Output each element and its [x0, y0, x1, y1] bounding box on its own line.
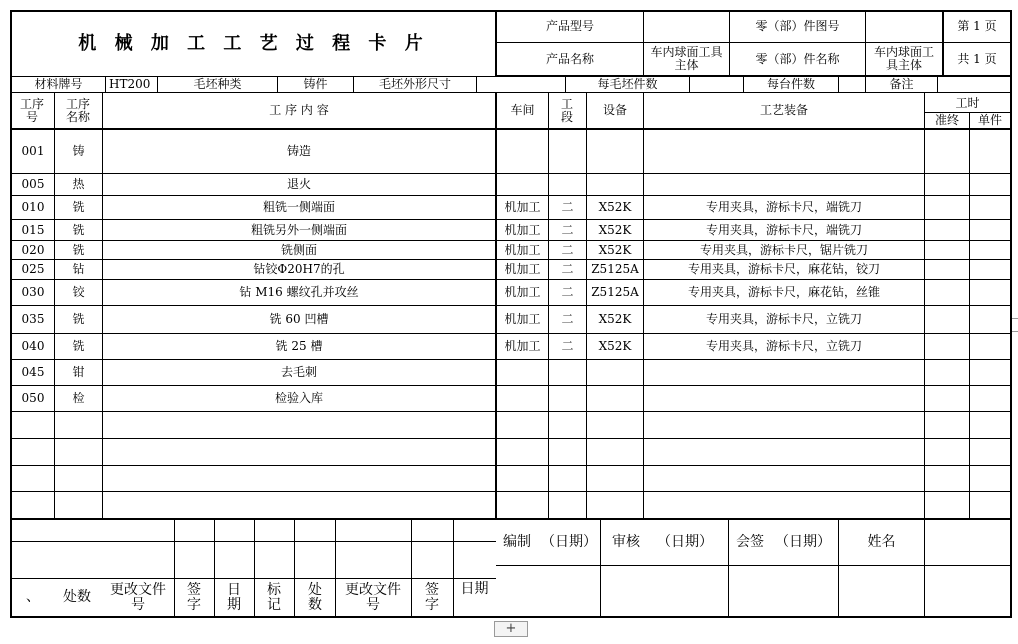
col-unit-time: 单件	[977, 113, 1002, 127]
op-tooling[interactable]	[644, 360, 924, 385]
op-tooling[interactable]: 专用夹具，游标卡尺，立铣刀	[705, 339, 862, 353]
per-unit-label: 每台件数	[766, 77, 815, 91]
op-number[interactable]: 010	[21, 200, 45, 214]
footer-count-2: 处数	[308, 581, 322, 613]
op-workshop[interactable]: 机加工	[504, 200, 541, 214]
page-number: 第 1 页	[957, 19, 997, 33]
op-tooling[interactable]	[644, 129, 924, 173]
part-drawing-no-value[interactable]	[866, 11, 942, 42]
signoff-compile-date: （日期）	[541, 533, 597, 550]
op-workshop[interactable]: 机加工	[504, 339, 541, 353]
op-workshop[interactable]: 机加工	[504, 312, 541, 326]
op-workshop[interactable]: 机加工	[504, 242, 541, 257]
op-section[interactable]: 二	[561, 262, 574, 276]
op-name[interactable]: 铸	[72, 143, 85, 158]
op-content[interactable]: 铣 25 槽	[275, 339, 323, 353]
op-content[interactable]: 铣 60 凹槽	[269, 312, 329, 326]
add-sheet-button[interactable]: +	[494, 621, 528, 637]
op-section[interactable]: 二	[561, 285, 574, 299]
edge-marker	[1012, 318, 1018, 319]
footer-sign: 签字	[187, 581, 201, 613]
op-content[interactable]: 去毛刺	[280, 365, 317, 379]
footer-count: 处数	[63, 589, 91, 605]
op-workshop[interactable]: 机加工	[504, 285, 541, 299]
op-content[interactable]: 钻铰Φ20H7的孔	[253, 262, 345, 276]
col-man-hours: 工时	[955, 96, 980, 110]
op-equipment[interactable]: X52K	[598, 312, 632, 326]
blank-type-value[interactable]: 铸件	[303, 77, 328, 91]
op-number[interactable]: 050	[21, 391, 45, 405]
op-section[interactable]	[549, 386, 586, 411]
signoff-countersign-label: 会签	[736, 533, 764, 550]
op-tooling[interactable]: 专用夹具，游标卡尺，端铣刀	[705, 222, 862, 237]
footer-change-doc-2: 更改文件号	[345, 581, 401, 613]
col-tooling: 工艺装备	[759, 103, 808, 117]
op-equipment[interactable]	[587, 360, 643, 385]
op-number[interactable]: 005	[21, 177, 45, 191]
card-title: 机 械 加 工 工 艺 过 程 卡 片	[78, 33, 429, 54]
part-name-label: 零（部）件名称	[755, 51, 840, 66]
op-section[interactable]: 二	[561, 200, 574, 214]
op-tooling[interactable]: 专用夹具，游标卡尺，端铣刀	[705, 200, 862, 214]
op-section[interactable]: 二	[561, 339, 574, 353]
signoff-review-label: 审核	[612, 533, 640, 550]
footer-mark: 、	[26, 589, 40, 605]
op-workshop[interactable]	[497, 129, 548, 173]
op-workshop[interactable]	[497, 174, 548, 195]
op-equipment[interactable]: X52K	[598, 242, 632, 257]
col-section: 工段	[560, 96, 573, 124]
op-section[interactable]	[549, 174, 586, 195]
op-equipment[interactable]: Z5125A	[591, 285, 639, 299]
op-workshop[interactable]: 机加工	[504, 262, 541, 276]
op-equipment[interactable]	[587, 129, 643, 173]
op-name[interactable]: 热	[72, 177, 85, 191]
op-section[interactable]	[549, 360, 586, 385]
op-name[interactable]: 铣	[72, 339, 85, 353]
product-name-label: 产品名称	[545, 51, 594, 66]
op-name[interactable]: 铣	[72, 242, 85, 257]
op-number[interactable]: 001	[21, 143, 45, 158]
col-equipment: 设备	[602, 103, 627, 117]
op-number[interactable]: 040	[21, 339, 45, 353]
op-content[interactable]: 钻 M16 螺纹孔并攻丝	[239, 285, 359, 299]
col-op-no: 工序号	[19, 96, 44, 124]
signoff-review-date: （日期）	[657, 533, 713, 550]
op-tooling[interactable]: 专用夹具，游标卡尺，锯片铣刀	[699, 242, 868, 257]
op-content[interactable]: 粗铣另外一侧端面	[250, 222, 347, 237]
material-value[interactable]: HT200	[109, 77, 151, 91]
op-number[interactable]: 015	[21, 222, 45, 237]
op-tooling[interactable]: 专用夹具，游标卡尺，麻花钻，铰刀	[687, 262, 880, 276]
op-section[interactable]: 二	[561, 312, 574, 326]
op-name[interactable]: 钻	[72, 262, 85, 276]
op-workshop[interactable]: 机加工	[504, 222, 541, 237]
op-number[interactable]: 030	[21, 285, 45, 299]
signoff-compile-label: 编制	[503, 533, 531, 550]
product-model-label: 产品型号	[545, 19, 594, 33]
footer-sign-2: 签字	[425, 581, 439, 613]
blank-size-label: 毛坯外形尺寸	[378, 77, 451, 91]
op-section[interactable]	[549, 129, 586, 173]
op-name[interactable]: 钳	[72, 365, 85, 379]
op-section[interactable]: 二	[561, 222, 574, 237]
op-tooling[interactable]: 专用夹具，游标卡尺，立铣刀	[705, 312, 862, 326]
op-number[interactable]: 025	[21, 262, 45, 276]
op-content[interactable]: 铣侧面	[280, 242, 317, 257]
op-workshop[interactable]	[497, 386, 548, 411]
op-content[interactable]: 退火	[286, 177, 311, 191]
part-drawing-no-label: 零（部）件图号	[755, 19, 840, 33]
footer-change-doc: 更改文件号	[110, 581, 166, 613]
op-equipment[interactable]: X52K	[598, 200, 632, 214]
op-name[interactable]: 铣	[72, 312, 85, 326]
product-model-value[interactable]	[644, 11, 729, 42]
op-content[interactable]: 铸造	[286, 143, 311, 158]
page-total: 共 1 页	[957, 51, 997, 66]
op-workshop[interactable]	[497, 360, 548, 385]
product-name-value[interactable]: 车内球面工具主体	[650, 45, 723, 72]
col-workshop: 车间	[510, 103, 535, 117]
op-name[interactable]: 铣	[72, 200, 85, 214]
op-equipment[interactable]: Z5125A	[591, 262, 639, 276]
op-equipment[interactable]	[587, 174, 643, 195]
col-op-name: 工序名称	[65, 96, 90, 124]
op-number[interactable]: 020	[21, 242, 45, 257]
col-setup-time: 准终	[934, 113, 959, 127]
signoff-countersign-date: （日期）	[775, 533, 831, 550]
op-section[interactable]: 二	[561, 242, 574, 257]
op-equipment[interactable]: X52K	[598, 339, 632, 353]
footer-flag: 标记	[267, 581, 281, 613]
edge-marker	[1012, 331, 1018, 332]
op-content[interactable]: 粗铣一侧端面	[262, 200, 335, 214]
op-tooling[interactable]: 专用夹具，游标卡尺，麻花钻，丝锥	[687, 285, 880, 299]
op-equipment[interactable]: X52K	[598, 222, 632, 237]
op-number[interactable]: 045	[21, 365, 45, 379]
signoff-name-label: 姓名	[867, 533, 896, 550]
material-label: 材料牌号	[34, 77, 83, 91]
op-name[interactable]: 检	[72, 391, 85, 405]
col-op-content: 工 序 内 容	[269, 103, 329, 117]
op-content[interactable]: 检验入库	[274, 391, 323, 405]
part-name-value[interactable]: 车内球面工具主体	[873, 45, 934, 72]
footer-date: 日期	[227, 581, 241, 613]
remark-label: 备注	[889, 77, 914, 91]
footer-date-2: 日期	[460, 580, 489, 597]
op-number[interactable]: 035	[21, 312, 45, 326]
op-name[interactable]: 铣	[72, 222, 85, 237]
per-blank-label: 每毛坯件数	[597, 77, 658, 91]
op-tooling[interactable]	[644, 174, 924, 195]
op-name[interactable]: 铰	[72, 285, 85, 299]
op-tooling[interactable]	[644, 386, 924, 411]
op-equipment[interactable]	[587, 386, 643, 411]
blank-type-label: 毛坯种类	[193, 77, 242, 91]
